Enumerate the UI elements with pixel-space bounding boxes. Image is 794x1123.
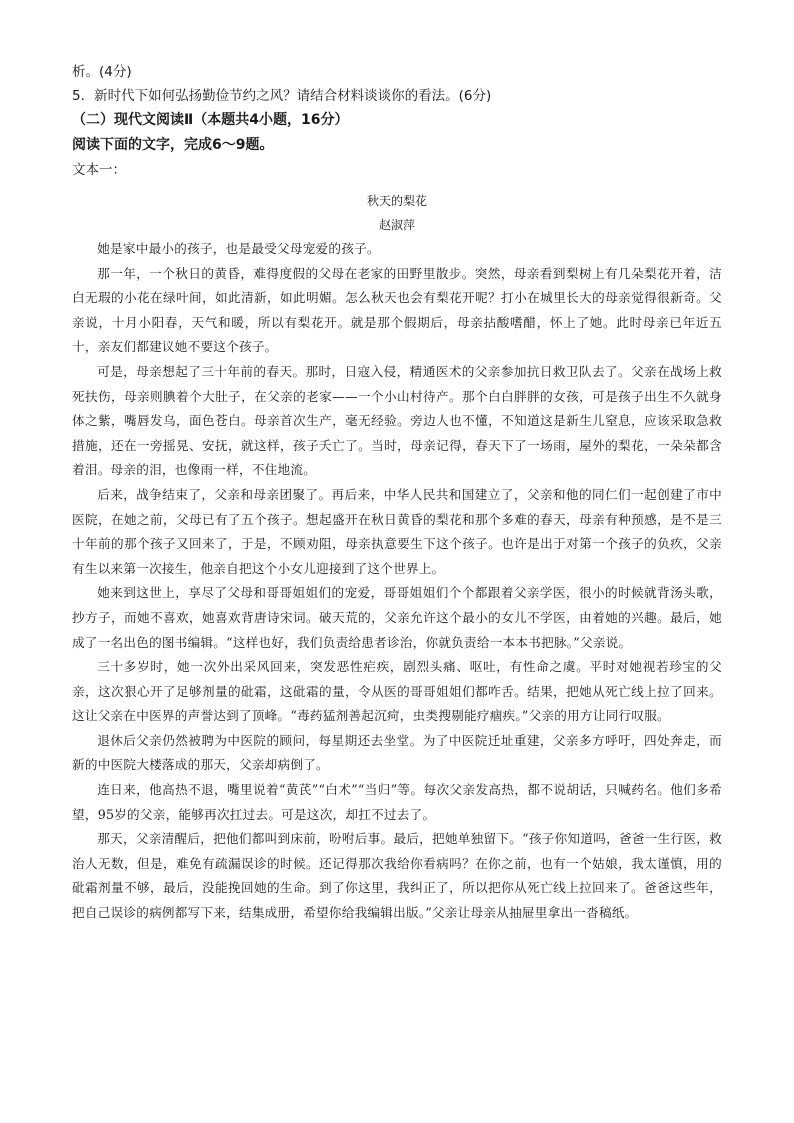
article-title: 秋天的梨花 [366,194,427,208]
article-paragraph: 连日来，他高热不退，嘴里说着“黄芪”“白术”“当归”等。每次父亲发高热，都不说胡话，只喊药名。他们多希望，95岁的父亲，能够再次扛过去。可是这次，却扛不过去了。 [72,782,722,822]
article-paragraph: 她来到这世上，享尽了父母和哥哥姐姐们的宠爱，哥哥姐姐们个个都跟着父亲学医，很小的时候就背汤头歌，抄方子，而她不喜欢，她喜欢背唐诗宋词。破天荒的，父亲允许这个最小的女儿不学医，由着她的兴趣。最后，她成了一名出色的图书编辑。“这样也好，我们负责给患者诊治，你就负责给一本本书把脉。”父亲说。 [72,585,722,650]
article-author: 赵淑萍 [378,218,415,232]
article-paragraph: 退休后父亲仍然被聘为中医院的顾问，每星期还去坐堂。为了中医院迁址重建，父亲多方呼吁，四处奔走，而新的中医院大楼落成的那天，父亲却病倒了。 [72,732,722,773]
text-one-label: 文本一： [72,162,126,178]
article-paragraph: 三十多岁时，她一次外出采风回来，突发恶性疟疾，剧烈头痛、呕吐，有性命之虞。平时对她视若珍宝的父亲，这次狠心开了足够剂量的砒霜，这砒霜的量，令从医的哥哥姐姐们都咋舌。结果，把她从死亡线上拉了回来。这让父亲在中医界的声誉达到了顶峰。“毒药猛剂善起沉疴，虫类搜剔能疗痼疾。”父亲的用方让同行叹服。 [72,659,722,724]
article-paragraph: 那一年，一个秋日的黄昏，难得度假的父母在老家的田野里散步。突然，母亲看到梨树上有几朵梨花开着，洁白无瑕的小花在绿叶间，如此清新，如此明媚。怎么秋天也会有梨花开呢？打小在城里长大的母亲觉得很新奇。父亲说，十月小阳春，天气和暖，所以有梨花开。就是那个假期后，母亲拈酸嗜醋，怀上了她。此时母亲已年近五十，亲友们都建议她不要这个孩子。 [72,265,722,355]
reading-instruction: 阅读下面的文字，完成6～9题。 [72,137,274,153]
article-paragraph: 那天，父亲清醒后，把他们都叫到床前，吩咐后事。最后，把她单独留下。“孩子你知道吗，爸爸一生行医，救治人无数，但是，难免有疏漏误诊的时候。还记得那次我给你看病吗？在你之前，也有一个姑娘，我太谨慎，用的砒霜剂量不够，最后，没能挽回她的生命。到了你这里，我纠正了，所以把你从死亡线上拉回来了。爸爸这些年，把自己误诊的病例都写下来，结集成册，希望你给我编辑出版。”父亲让母亲从抽屉里拿出一沓稿纸。 [72,831,722,921]
article-paragraph: 可是，母亲想起了三十年前的春天。那时，日寇入侵，精通医术的父亲参加抗日救卫队去了。父亲在战场上救死扶伤，母亲则腆着个大肚子，在父亲的老家——一个小山村待产。那个白白胖胖的女孩，可是孩子出生不久就身体之紫，嘴唇发乌，面色苍白。母亲首次生产，毫无经验。旁边人也不懂，不知道这是新生儿窒息，应该采取急救措施，还在一旁摇晃、安抚，就这样，孩子夭亡了。当时，母亲记得，春天下了一场雨，屋外的梨花，一朵朵都含着泪。母亲的泪，也像雨一样，不住地流。 [72,363,722,478]
article-paragraph: 后来，战争结束了，父亲和母亲团聚了。再后来，中华人民共和国建立了，父亲和他的同仁们一起创建了市中医院，在她之前，父母已有了五个孩子。想起盛开在秋日黄昏的梨花和那个多难的春天，母亲有种预感，是不是三十年前的那个孩子又回来了，于是，不顾劝阻，母亲执意要生下这个孩子。也许是出于对第一个孩子的负疚，父亲有生以来第一次接生，他亲自把这个小女儿迎接到了这个世界上。 [72,486,722,576]
article-paragraph: 她是家中最小的孩子，也是最受父母宠爱的孩子。 [97,241,380,256]
question-5: 5．新时代下如何弘扬勤俭节约之风？请结合材料谈谈你的看法。(6分) [72,88,492,104]
question-4-tail: 析。(4分) [72,64,132,80]
section-heading: （二）现代文阅读Ⅱ（本题共4小题，16分） [72,112,349,128]
document-page [72,60,722,926]
